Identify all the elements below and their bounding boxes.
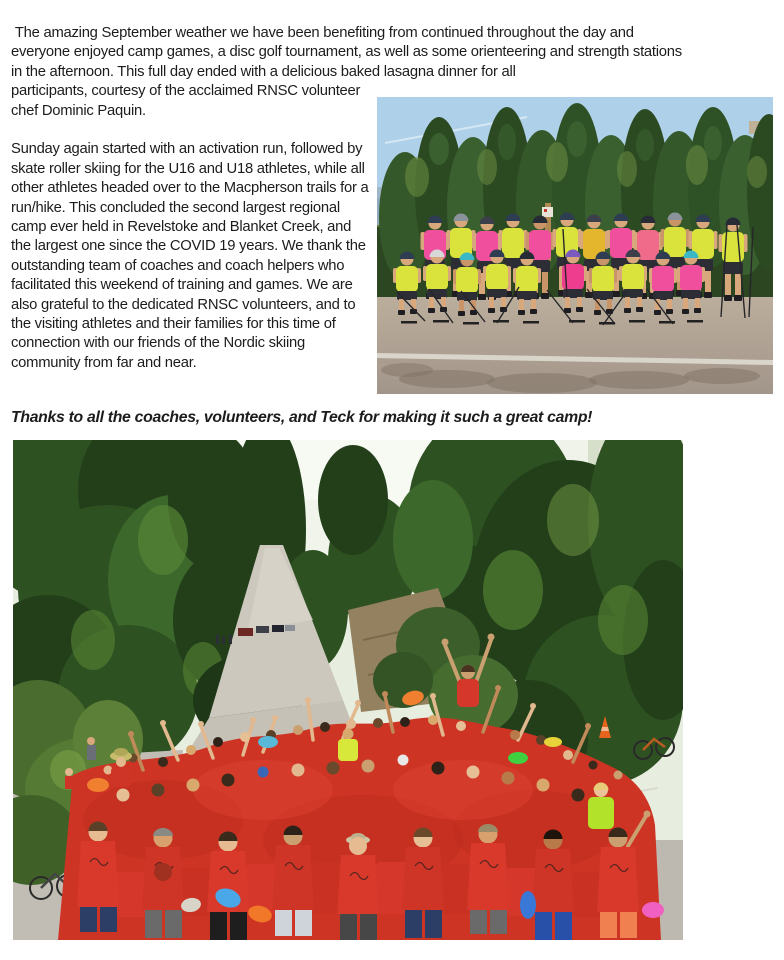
photo-camp-group	[13, 440, 683, 940]
paragraph-sunday: Sunday again started with an activation run, followed by skate roller skiing for the U16 and U18 athletes, while all other athletes headed over to the Macpherson trails for a run/hike. This concluded the second largest regional camp ever held in Revelstoke and Blanket Creek, and the largest one since the COVID 19 years. We thank the outstanding team of coaches and coach helpers who facilitated this weekend of training and games. We are also grateful to the dedicated RNSC volunteers, and to the visiting athletes and their families for this time of connection with our friends of the Nordic skiing community from far and near.	[11, 141, 369, 371]
paragraph-intro: The amazing September weather we have been benefiting from continued throughout the day and everyone enjoyed camp games, a disc golf tournament, as well as some orienteering and strength stations in the afternoon. This full day ended with a delicious baked lasagna dinner for all	[11, 25, 686, 80]
paragraph-intro-continued: participants, courtesy of the acclaimed RNSC volunteer chef Dominic Paquin.	[11, 83, 361, 119]
text-photo-row	[11, 82, 773, 394]
pavement	[377, 297, 773, 394]
photo-rollerski-group	[377, 97, 773, 394]
camp-photo-art	[13, 440, 683, 940]
left-text-column	[11, 82, 369, 392]
rollerski-photo-art	[377, 97, 773, 394]
thanks-line: Thanks to all the coaches, volunteers, and Teck for making it such a great camp!	[11, 409, 593, 427]
